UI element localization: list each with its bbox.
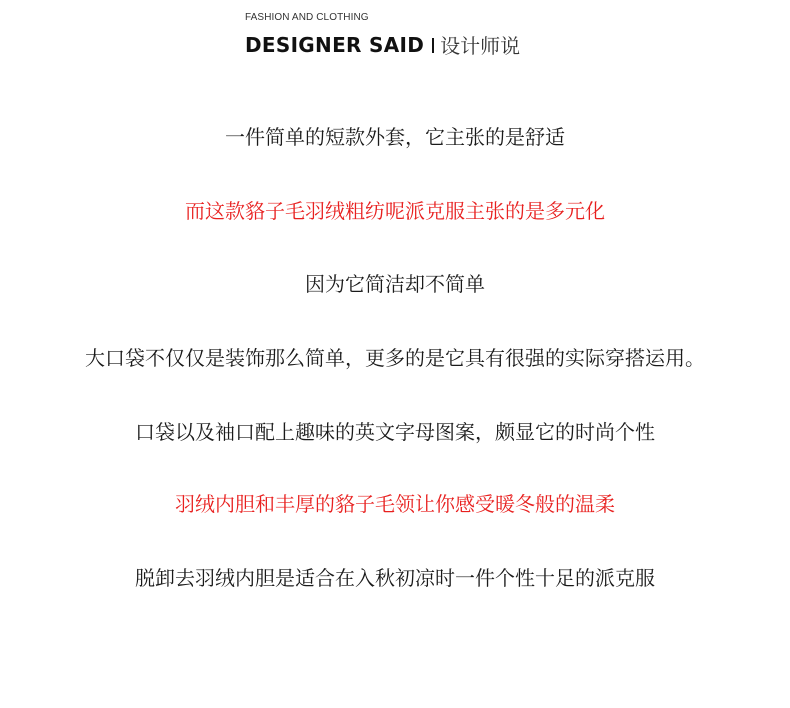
header-subtitle: FASHION AND CLOTHING: [245, 12, 369, 23]
text-line-6-highlight: 羽绒内胆和丰厚的貉子毛领让你感受暖冬般的温柔: [175, 492, 615, 516]
text-line-1: 一件简单的短款外套，它主张的是舒适: [225, 125, 565, 149]
text-line-7: 脱卸去羽绒内胆是适合在入秋初凉时一件个性十足的派克服: [135, 566, 655, 590]
header-divider: [432, 38, 434, 53]
designer-said-header: [245, 12, 520, 59]
text-line-2-highlight: 而这款貉子毛羽绒粗纺呢派克服主张的是多元化: [185, 199, 605, 223]
text-line-5: 口袋以及袖口配上趣味的英文字母图案，颇显它的时尚个性: [135, 420, 655, 444]
text-line-3: 因为它简洁却不简单: [305, 272, 485, 296]
text-line-4: 大口袋不仅仅是装饰那么简单，更多的是它具有很强的实际穿搭运用。: [85, 346, 705, 370]
header-title: DESIGNER SAID: [245, 32, 425, 57]
header-title-cn: 设计师说: [440, 34, 521, 58]
header-title-row: [245, 30, 520, 59]
